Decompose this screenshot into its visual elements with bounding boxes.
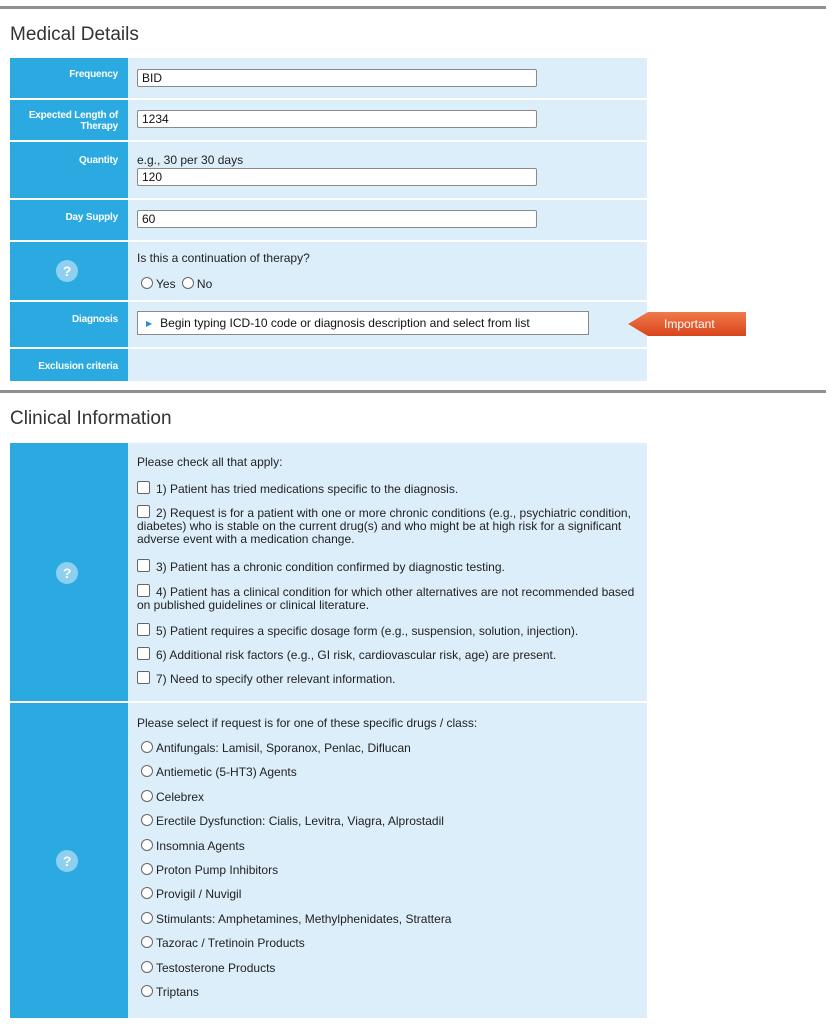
drug-class-row [10, 703, 647, 1018]
radio[interactable] [141, 863, 153, 875]
continuation-row [10, 242, 647, 302]
check-item: 2) Request is for a patient with one or more chronic conditions (e.g., psychiatric condition, diabetes) who is stable on the current drug(s) and who might be at high risk for a significant adverse event with a medication change. [137, 506, 631, 546]
section-title-clinical: Clinical Information [10, 408, 172, 429]
diagnosis-placeholder: Begin typing ICD-10 code or diagnosis description and select from list [160, 316, 530, 330]
expand-arrow-icon: ▶ [146, 319, 153, 328]
check-item: 1) Patient has tried medications specific to the diagnosis. [137, 481, 637, 496]
radio[interactable] [141, 912, 153, 924]
radio[interactable] [141, 814, 153, 826]
frequency-row [10, 58, 647, 100]
drug-option: Celebrex [141, 790, 204, 804]
drug-option: Testosterone Products [141, 961, 275, 975]
help-icon[interactable]: ? [56, 850, 78, 872]
checkbox[interactable] [137, 647, 150, 660]
drug-option: Insomnia Agents [141, 839, 245, 853]
checkbox[interactable] [137, 559, 150, 572]
drug-option: Stimulants: Amphetamines, Methylphenidates, Strattera [141, 912, 451, 926]
drug-option: Antifungals: Lamisil, Sporanox, Penlac, Diflucan [141, 741, 411, 755]
radio[interactable] [141, 936, 153, 948]
drug-option: Triptans [141, 985, 199, 999]
continuation-question: Is this a continuation of therapy? [137, 251, 310, 265]
exclusion-label: Exclusion criteria [38, 361, 118, 372]
important-badge [628, 310, 748, 338]
continuation-no-label: No [196, 277, 213, 291]
quantity-hint: e.g., 30 per 30 days [137, 153, 244, 167]
diagnosis-search-input[interactable] [137, 311, 589, 335]
quantity-label: Quantity [79, 155, 118, 166]
help-icon[interactable]: ? [56, 562, 78, 584]
therapy-length-row [10, 100, 647, 142]
important-label: Important [664, 317, 715, 331]
section-divider [0, 390, 826, 393]
drug-option: Antiemetic (5-HT3) Agents [141, 765, 297, 779]
radio[interactable] [141, 741, 153, 753]
check-item: 6) Additional risk factors (e.g., GI risk, cardiovascular risk, age) are present. [137, 647, 637, 662]
section-title-medical: Medical Details [10, 24, 139, 45]
check-item: 5) Patient requires a specific dosage form (e.g., suspension, solution, injection). [137, 623, 637, 638]
checkbox[interactable] [137, 671, 150, 684]
checkbox[interactable] [137, 623, 150, 636]
checkbox[interactable] [137, 481, 150, 494]
diagnosis-label: Diagnosis [72, 314, 118, 325]
radio[interactable] [141, 887, 153, 899]
therapy-length-input[interactable]: 1234 [137, 110, 537, 128]
check-item: 7) Need to specify other relevant information. [137, 671, 637, 686]
frequency-label: Frequency [69, 69, 118, 80]
radio[interactable] [141, 765, 153, 777]
exclusion-row [10, 349, 647, 381]
drug-option: Proton Pump Inhibitors [141, 863, 278, 877]
check-item: 3) Patient has a chronic condition confirmed by diagnostic testing. [137, 559, 637, 574]
checkbox[interactable] [137, 505, 150, 518]
check-item: 4) Patient has a clinical condition for which other alternatives are not recommended based on published guidelines or clinical literature. [137, 585, 635, 612]
diagnosis-row [10, 302, 647, 349]
radio[interactable] [141, 839, 153, 851]
help-icon[interactable]: ? [56, 260, 78, 282]
drug-option: Provigil / Nuvigil [141, 887, 241, 901]
radio[interactable] [141, 961, 153, 973]
therapy-length-label: Expected Length of Therapy [28, 110, 118, 132]
day-supply-input[interactable]: 60 [137, 210, 537, 228]
drug-option: Tazorac / Tretinoin Products [141, 936, 305, 950]
drug-prompt: Please select if request is for one of these specific drugs / class: [137, 716, 478, 730]
frequency-input[interactable]: BID [137, 69, 537, 87]
section-divider [0, 6, 826, 9]
clinical-checks-row [10, 443, 647, 703]
continuation-no-radio[interactable] [182, 277, 194, 289]
checkbox[interactable] [137, 584, 150, 597]
continuation-yes-label: Yes [156, 277, 176, 291]
continuation-yes-radio[interactable] [141, 277, 153, 289]
check-prompt: Please check all that apply: [137, 455, 283, 469]
day-supply-label: Day Supply [65, 212, 118, 223]
clinical-information-panel [10, 443, 647, 1018]
day-supply-row [10, 200, 647, 242]
radio[interactable] [141, 790, 153, 802]
quantity-row [10, 142, 647, 200]
quantity-input[interactable]: 120 [137, 168, 537, 186]
radio[interactable] [141, 985, 153, 997]
medical-details-panel [10, 58, 647, 381]
drug-option: Erectile Dysfunction: Cialis, Levitra, Viagra, Alprostadil [141, 814, 444, 828]
